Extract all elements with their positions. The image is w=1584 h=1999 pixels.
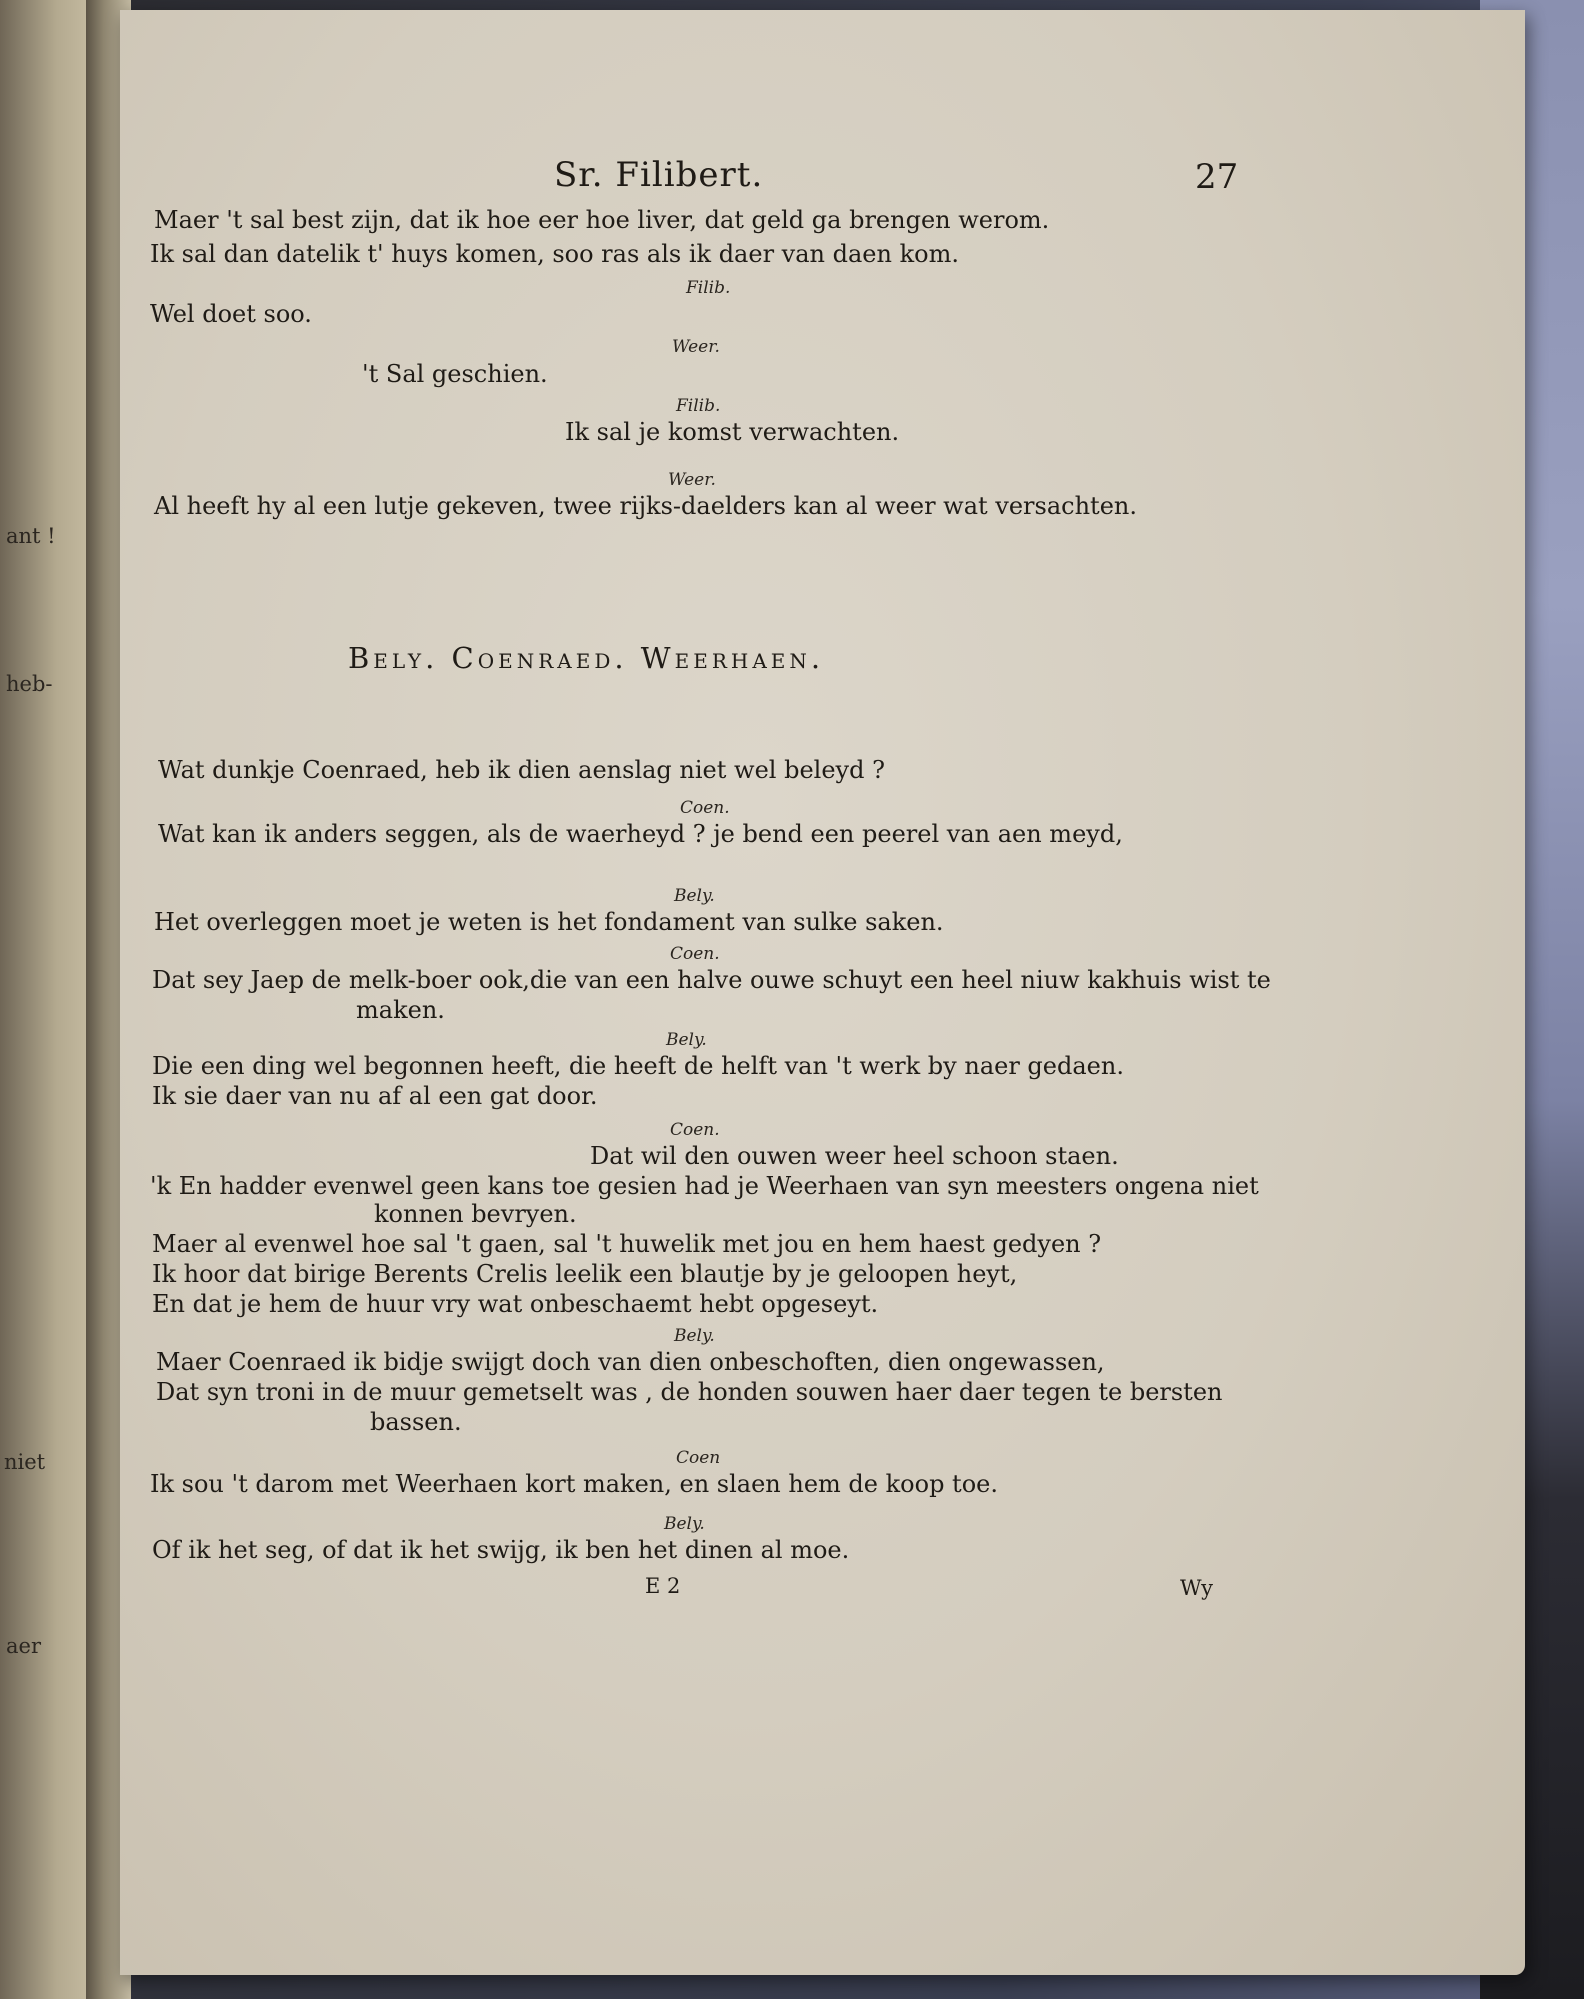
verse-line: maken.	[356, 996, 445, 1024]
verse-line: Die een ding wel begonnen heeft, die heeft de helft van 't werk by naer gedaen.	[152, 1052, 1124, 1080]
verse-line: Maer 't sal best zijn, dat ik hoe eer hoe liver, dat geld ga brengen werom.	[154, 206, 1050, 234]
speaker-label: Coen.	[680, 798, 730, 818]
speaker-label: Coen.	[670, 944, 720, 964]
verse-line: Het overleggen moet je weten is het fondament van sulke saken.	[154, 908, 944, 936]
verse-line: Dat wil den ouwen weer heel schoon staen.	[590, 1142, 1119, 1170]
verse-line: En dat je hem de huur vry wat onbeschaemt hebt opgeseyt.	[152, 1290, 879, 1318]
verse-line: Dat sey Jaep de melk-boer ook,die van een halve ouwe schuyt een heel niuw kakhuis wist te	[152, 966, 1271, 994]
speaker-label: Bely.	[674, 886, 715, 906]
verse-line: 'k En hadder evenwel geen kans toe gesien had je Weerhaen van syn meesters ongena niet	[150, 1172, 1259, 1200]
speaker-label: Bely.	[666, 1030, 707, 1050]
verse-line: konnen bevryen.	[374, 1200, 577, 1228]
prev-page-fragment: heb-	[6, 672, 53, 696]
verse-line: Dat syn troni in de muur gemetselt was , de honden souwen haer daer tegen te bersten	[156, 1378, 1223, 1406]
speaker-label: Coen.	[670, 1120, 720, 1140]
verse-line: Maer Coenraed ik bidje swijgt doch van dien onbeschoften, dien ongewassen,	[156, 1348, 1105, 1376]
verse-line: Ik sal dan datelik t' huys komen, soo ras als ik daer van daen kom.	[150, 240, 959, 268]
speaker-label: Bely.	[664, 1514, 705, 1534]
speaker-label: Weer.	[672, 337, 720, 357]
speaker-label: Filib.	[676, 396, 721, 416]
signature-mark: E 2	[645, 1574, 681, 1598]
page-number: 27	[1195, 157, 1239, 197]
speaker-label: Weer.	[668, 470, 716, 490]
prev-page-fragment: aer	[6, 1634, 41, 1658]
running-title: Sr. Filibert.	[554, 155, 764, 195]
verse-line: Ik hoor dat birige Berents Crelis leelik een blautje by je geloopen heyt,	[152, 1260, 1018, 1288]
book-page	[120, 10, 1525, 1975]
prev-page-fragment: ant !	[6, 524, 56, 548]
verse-line: Wat dunkje Coenraed, heb ik dien aenslag niet wel beleyd ?	[158, 756, 885, 784]
catchword: Wy	[1180, 1576, 1213, 1600]
verse-line: Al heeft hy al een lutje gekeven, twee rijks-daelders kan al weer wat versachten.	[154, 492, 1137, 520]
scene-heading: Bely. Coenraed. Weerhaen.	[348, 641, 825, 675]
verse-line: Wel doet soo.	[150, 300, 312, 328]
speaker-label: Coen	[676, 1448, 721, 1468]
verse-line: Ik sie daer van nu af al een gat door.	[152, 1082, 598, 1110]
prev-page-fragment: niet	[4, 1450, 46, 1474]
verse-line: Ik sal je komst verwachten.	[565, 418, 900, 446]
speaker-label: Filib.	[686, 278, 731, 298]
verse-line: bassen.	[370, 1408, 462, 1436]
verse-line: Wat kan ik anders seggen, als de waerheyd ? je bend een peerel van aen meyd,	[158, 820, 1123, 848]
speaker-label: Bely.	[674, 1326, 715, 1346]
verse-line: Ik sou 't darom met Weerhaen kort maken, en slaen hem de koop toe.	[150, 1470, 998, 1498]
verse-line: 't Sal geschien.	[362, 360, 548, 388]
verse-line: Maer al evenwel hoe sal 't gaen, sal 't huwelik met jou en hem haest gedyen ?	[152, 1230, 1102, 1258]
verse-line: Of ik het seg, of dat ik het swijg, ik ben het dinen al moe.	[152, 1536, 850, 1564]
